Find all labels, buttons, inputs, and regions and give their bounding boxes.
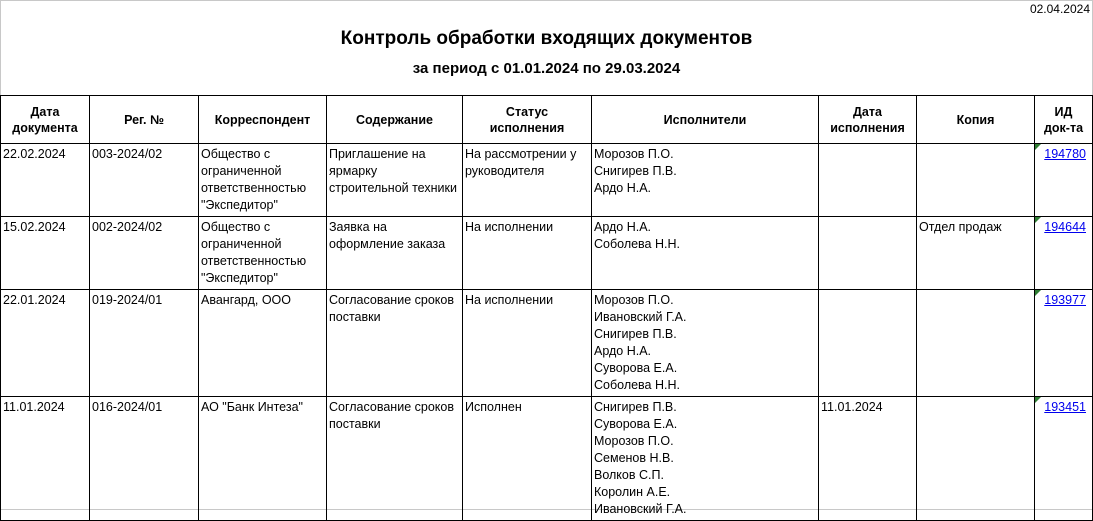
cell-line: Статус bbox=[505, 104, 549, 119]
cell-line: ярмарку bbox=[329, 164, 378, 178]
cell-line: ответственностью bbox=[201, 181, 307, 195]
cell-line: Ардо Н.А. bbox=[594, 344, 652, 358]
cell-line: исполнения bbox=[830, 120, 905, 135]
cell-exec-date bbox=[819, 144, 917, 217]
table-row bbox=[1, 290, 1093, 397]
cell-doc-date: 15.02.2024 bbox=[1, 217, 90, 290]
cell-correspondent bbox=[199, 217, 327, 290]
cell-content bbox=[327, 217, 463, 290]
cell-exec-date bbox=[819, 217, 917, 290]
cell-line: Согласование сроков bbox=[329, 293, 454, 307]
cell-correspondent bbox=[199, 144, 327, 217]
comment-marker-icon bbox=[1035, 397, 1041, 403]
cell-line: документа bbox=[12, 120, 78, 135]
cell-line: На исполнении bbox=[465, 293, 554, 307]
cell-status bbox=[463, 290, 592, 397]
cell-line: "Экспедитор" bbox=[201, 271, 278, 285]
header-doc-id bbox=[1035, 96, 1093, 144]
cell-line: поставки bbox=[329, 417, 381, 431]
header-row bbox=[1, 96, 1093, 144]
header-executors bbox=[592, 96, 819, 144]
documents-table bbox=[0, 95, 1093, 521]
cell-line: Суворова Е.А. bbox=[594, 417, 678, 431]
comment-marker-icon bbox=[1035, 217, 1041, 223]
table-row bbox=[1, 397, 1093, 521]
cell-executors bbox=[592, 397, 819, 521]
cell-line: Ардо Н.А. bbox=[594, 220, 652, 234]
cell-reg-no: 016-2024/01 bbox=[90, 397, 199, 521]
doc-id-link[interactable]: 194780 bbox=[1044, 147, 1086, 161]
header-copy bbox=[917, 96, 1035, 144]
cell-line: Снигирев П.В. bbox=[594, 400, 677, 414]
cell-line: На исполнении bbox=[465, 220, 554, 234]
cell-line: Рег. № bbox=[124, 112, 164, 127]
table-row bbox=[1, 144, 1093, 217]
cell-line: Заявка на bbox=[329, 220, 387, 234]
cell-line: Семенов Н.В. bbox=[594, 451, 674, 465]
cell-copy bbox=[917, 397, 1035, 521]
cell-copy bbox=[917, 144, 1035, 217]
cell-line: Авангард, ООО bbox=[201, 293, 292, 307]
cell-status bbox=[463, 144, 592, 217]
cell-correspondent bbox=[199, 290, 327, 397]
cell-line: Согласование сроков bbox=[329, 400, 454, 414]
cell-line: строительной техники bbox=[329, 181, 457, 195]
cell-content bbox=[327, 144, 463, 217]
cell-doc-id bbox=[1035, 397, 1093, 521]
cell-executors bbox=[592, 290, 819, 397]
report-title: Контроль обработки входящих документов bbox=[340, 28, 753, 49]
cell-line: Королин А.Е. bbox=[594, 485, 671, 499]
cell-line: Общество с bbox=[201, 220, 271, 234]
cell-copy bbox=[917, 290, 1035, 397]
cell-line: Исполнен bbox=[465, 400, 522, 414]
cell-content bbox=[327, 290, 463, 397]
cell-line: ИД bbox=[1054, 104, 1073, 119]
cell-correspondent bbox=[199, 397, 327, 521]
cell-reg-no: 019-2024/01 bbox=[90, 290, 199, 397]
cell-line: Дата bbox=[30, 104, 60, 119]
cell-line: Волков С.П. bbox=[594, 468, 664, 482]
cell-line: поставки bbox=[329, 310, 381, 324]
header-correspondent bbox=[199, 96, 327, 144]
cell-status bbox=[463, 397, 592, 521]
comment-marker-icon bbox=[1035, 290, 1041, 296]
cell-line: ограниченной bbox=[201, 237, 282, 251]
cell-executors bbox=[592, 144, 819, 217]
cell-line: Ивановский Г.А. bbox=[594, 310, 687, 324]
cell-line: исполнения bbox=[489, 120, 565, 135]
cell-status bbox=[463, 217, 592, 290]
cell-line: Морозов П.О. bbox=[594, 293, 674, 307]
cell-line: Исполнители bbox=[663, 112, 747, 127]
cell-executors bbox=[592, 217, 819, 290]
cell-line: Суворова Е.А. bbox=[594, 361, 678, 375]
comment-marker-icon bbox=[1035, 144, 1041, 150]
cell-exec-date: 11.01.2024 bbox=[819, 397, 917, 521]
cell-doc-date: 22.01.2024 bbox=[1, 290, 90, 397]
cell-line: Морозов П.О. bbox=[594, 434, 674, 448]
report-date: 02.04.2024 bbox=[1029, 2, 1090, 16]
cell-line: АО "Банк Интеза" bbox=[201, 400, 303, 414]
doc-id-link[interactable]: 193977 bbox=[1044, 293, 1086, 307]
cell-doc-id bbox=[1035, 144, 1093, 217]
cell-line: Корреспондент bbox=[214, 112, 311, 127]
cell-line: Снигирев П.В. bbox=[594, 164, 677, 178]
cell-line: док-та bbox=[1043, 120, 1084, 135]
cell-line: ограниченной bbox=[201, 164, 282, 178]
cell-line: руководителя bbox=[465, 164, 545, 178]
report-period: за период с 01.01.2024 по 29.03.2024 bbox=[412, 60, 681, 77]
doc-id-link[interactable]: 194644 bbox=[1044, 220, 1086, 234]
table-row bbox=[1, 217, 1093, 290]
cell-line: Соболева Н.Н. bbox=[594, 378, 680, 392]
header-status bbox=[463, 96, 592, 144]
cell-doc-id bbox=[1035, 290, 1093, 397]
cell-line: Приглашение на bbox=[329, 147, 426, 161]
header-doc-date bbox=[1, 96, 90, 144]
cell-doc-date: 11.01.2024 bbox=[1, 397, 90, 521]
cell-line: оформление заказа bbox=[329, 237, 446, 251]
cell-doc-id bbox=[1035, 217, 1093, 290]
cell-line: ответственностью bbox=[201, 254, 307, 268]
cell-line: Дата bbox=[853, 104, 882, 119]
cell-line: Морозов П.О. bbox=[594, 147, 674, 161]
cell-copy: Отдел продаж bbox=[917, 217, 1035, 290]
cell-line: Ардо Н.А. bbox=[594, 181, 652, 195]
cell-reg-no: 003-2024/02 bbox=[90, 144, 199, 217]
cell-content bbox=[327, 397, 463, 521]
cell-line: Снигирев П.В. bbox=[594, 327, 677, 341]
cell-line: Общество с bbox=[201, 147, 271, 161]
cell-reg-no: 002-2024/02 bbox=[90, 217, 199, 290]
cell-line: Копия bbox=[956, 112, 995, 127]
doc-id-link[interactable]: 193451 bbox=[1044, 400, 1086, 414]
cell-exec-date bbox=[819, 290, 917, 397]
cell-doc-date: 22.02.2024 bbox=[1, 144, 90, 217]
header-content bbox=[327, 96, 463, 144]
cell-line: Содержание bbox=[355, 112, 433, 127]
cell-line: "Экспедитор" bbox=[201, 198, 278, 212]
cell-line: Ивановский Г.А. bbox=[594, 502, 687, 516]
header-reg-no bbox=[90, 96, 199, 144]
header-exec-date bbox=[819, 96, 917, 144]
cell-line: Соболева Н.Н. bbox=[594, 237, 680, 251]
cell-line: На рассмотрении у bbox=[465, 147, 577, 161]
